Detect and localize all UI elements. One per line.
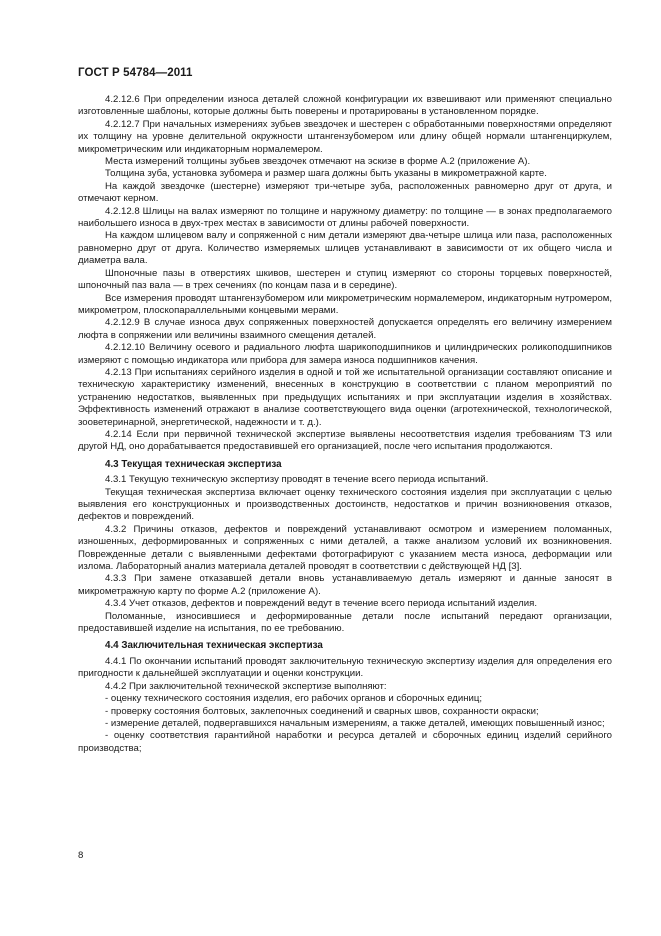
paragraph-4-2-12-10: 4.2.12.10 Величину осевого и радиального люфта шарикоподшипников и цилиндрических роликоподшипников измеряют с помощью индикатора или прибора для замера износа подшипников качения. (78, 342, 612, 366)
paragraph: Места измерений толщины зубьев звездочек отмечают на эскизе в форме А.2 (приложение А). (105, 156, 531, 168)
document-header: ГОСТ Р 54784—2011 (78, 67, 193, 79)
paragraph-4-4-2: 4.4.2 При заключительной технической экспертизе выполняют: (105, 680, 387, 692)
list-item: - измерение деталей, подвергавшихся начальным измерениям, а также деталей, имеющих повышенный износ; (105, 717, 605, 729)
paragraph: Толщина зуба, установка зубомера и размер шага должны быть указаны в микрометражной карте. (105, 168, 547, 180)
paragraph-4-4-1: 4.4.1 По окончании испытаний проводят заключительную техническую экспертизу изделия для определения его пригодности к дальнейшей эксплуатации и оценки конструкции. (78, 655, 612, 680)
paragraph-4-2-12-9: 4.2.12.9 В случае износа двух сопряженных поверхностей допускается определять его величину измерением люфта в сопряжении или величины взаимного смещения деталей. (78, 317, 612, 341)
paragraph-4-3-1: 4.3.1 Текущую техническую экспертизу проводят в течение всего периода испытаний. (105, 474, 489, 486)
page-number: 8 (78, 850, 84, 861)
paragraph-4-2-12-7: 4.2.12.7 При начальных измерениях зубьев звездочек и шестерен с обработанными поверхностями определяют их толщину на уровне делительной окружности штангензубомером или длину общей нормали штангенциркулем, микрометрическим или индикаторным нормалемером. (78, 118, 612, 155)
list-item: - оценку соответствия гарантийной наработки и ресурса деталей и сборочных единиц изделий серийного производства; (78, 730, 612, 754)
paragraph: Шпоночные пазы в отверстиях шкивов, шестерен и ступиц измеряют со стороны торцевых поверхностей, шпоночный паз вала — в трех сечениях (по концам паза и в середине). (78, 267, 612, 292)
list-item: - оценку технического состояния изделия, его рабочих органов и сборочных единиц; (105, 693, 483, 705)
paragraph-4-2-12-8: 4.2.12.8 Шлицы на валах измеряют по толщине и наружному диаметру: по толщине — в зонах предполагаемого наибольшего износа в двух-трех местах в зависимости от длины рабочей поверхности. (78, 205, 612, 230)
paragraph-4-2-13: 4.2.13 При испытаниях серийного изделия в одной и той же испытательной организации составляют описание и техническую характеристику изменений, внесенных в конструкцию в соответствии с планом мероприятий по устранению недостатков, выявленных при предыдущих испытаниях и при эксплуатации изделия в хозяйствах. Эффективность изменений отражают в анализе соответствующего вида оценки (агротехнической, технологической, зооветеринарной, энергетической, надежности и т. д.). (78, 366, 612, 428)
paragraph: Текущая техническая экспертиза включает оценку технического состояния изделия при эксплуатации с целью выявления его конструкционных и производственных достоинств, недостатков и причин возникновения отказов, дефектов и повреждений. (78, 486, 612, 523)
document-body (78, 94, 612, 755)
paragraph-4-2-14: 4.2.14 Если при первичной технической экспертизе выявлены несоответствия изделия требованиям ТЗ или другой НД, оно дорабатывается предоставившей его организацией, после чего испытания продолжаются. (78, 428, 612, 453)
paragraph-4-3-2: 4.3.2 Причины отказов, дефектов и повреждений устанавливают осмотром и измерением поломанных, изношенных, деформированных и сопряженных с ними деталей, а также анализом условий их возникновения. Поврежденные детали с выявленными дефектами фотографируют с указанием места износа, деформации или излома. Лабораторный анализ материала деталей проводят в соответствии с действующей НД [3]. (78, 523, 612, 573)
paragraph: Поломанные, износившиеся и деформированные детали после испытаний передают организации, предоставившей изделие на испытания, по ее требованию. (78, 610, 612, 635)
paragraph-4-3-3: 4.3.3 При замене отказавшей детали вновь устанавливаемую деталь измеряют и данные заносят в микрометражную карту по форме А.2 (приложение А). (78, 573, 612, 597)
list-item: - проверку состояния болтовых, заклепочных соединений и сварных швов, сохранности окраски; (105, 705, 539, 717)
section-heading-4-3: 4.3 Текущая техническая экспертиза (105, 458, 282, 470)
section-heading-4-4: 4.4 Заключительная техническая экспертиза (105, 640, 323, 652)
paragraph: На каждой звездочке (шестерне) измеряют три-четыре зуба, расположенных равномерно друг от друга, и отмечают керном. (78, 180, 612, 205)
paragraph-4-2-12-6: 4.2.12.6 При определении износа деталей сложной конфигурации их взвешивают или применяют специально изготовленные шаблоны, которые должны быть поверены и протарированы в установленном порядке. (78, 94, 612, 118)
paragraph-4-3-4: 4.3.4 Учет отказов, дефектов и повреждений ведут в течение всего периода испытаний изделия. (105, 598, 537, 610)
paragraph: Все измерения проводят штангензубомером или микрометрическим нормалемером, индикаторным нутромером, микрометром, плоскопараллельными концевыми мерами. (78, 292, 612, 316)
paragraph: На каждом шлицевом валу и сопряженной с ним детали измеряют два-четыре шлица или паза, расположенных равномерно друг от друга. Количество измеряемых шлицев устанавливают в зависимости от их общего числа и диаметра вала. (78, 230, 612, 267)
